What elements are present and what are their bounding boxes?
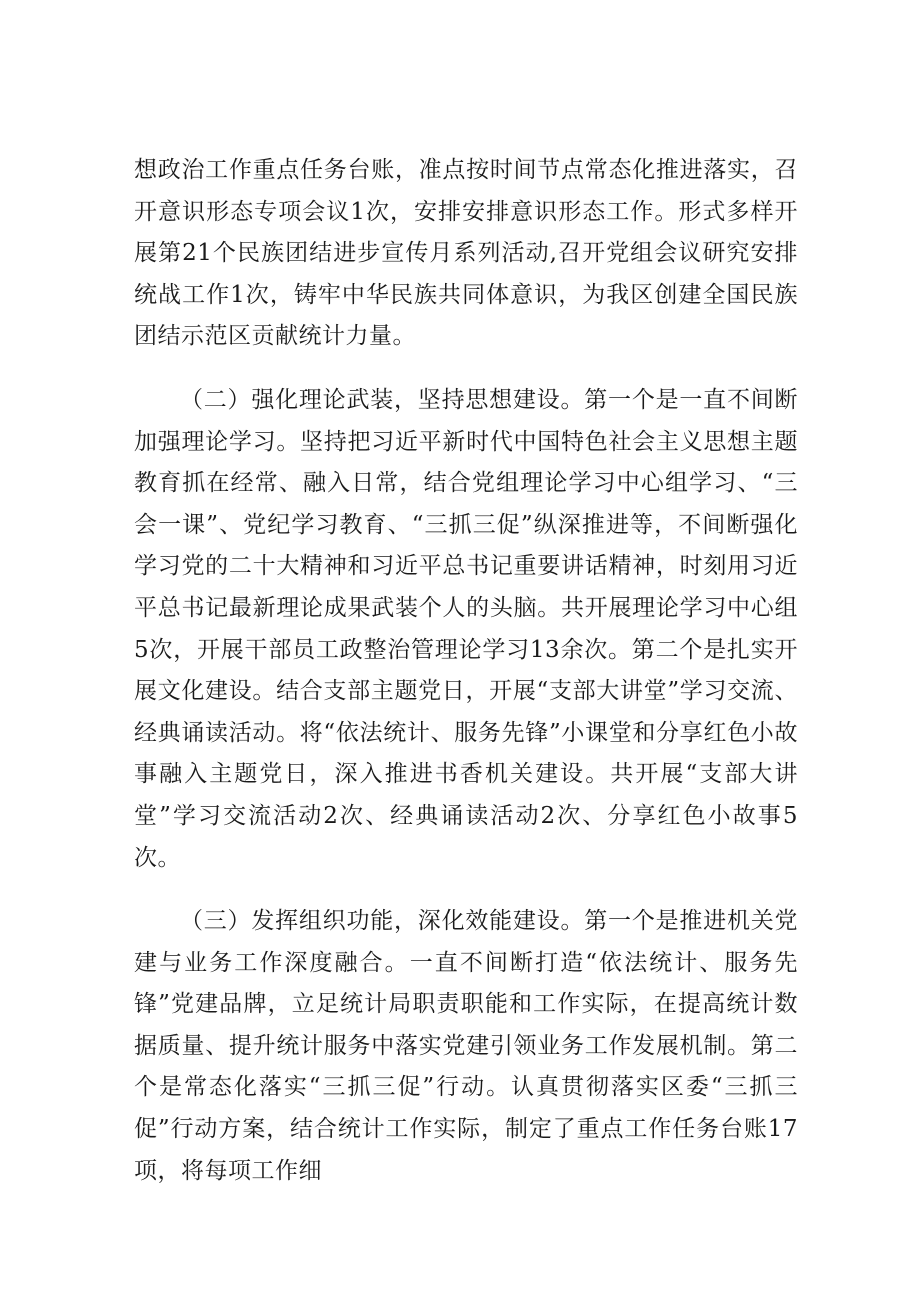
paragraph-section-3: （三）发挥组织功能，深化效能建设。第一个是推进机关党建与业务工作深度融合。一直不间断打造“依法统计、服务先锋”党建品牌，立足统计局职责职能和工作实际，在提高统计数据质量、提升统计服务中落实党建引领业务工作发展机制。第二个是常态化落实“三抓三促”行动。认真贯彻落实区委“三抓三促”行动方案，结合统计工作实际，制定了重点工作任务台账17项，将每项工作细 xyxy=(134,908,798,1184)
paragraph-section-2: （二）强化理论武装，坚持思想建设。第一个是一直不间断加强理论学习。坚持把习近平新时代中国特色社会主义思想主题教育抓在经常、融入日常，结合党组理论学习中心组学习、“三会一课”、党纪学习教育、“三抓三促”纵深推进等，不间断强化学习党的二十大精神和习近平总书记重要讲话精神，时刻用习近平总书记最新理论成果武装个人的头脑。共开展理论学习中心组5次，开展干部员工政整治管理论学习13余次。第二个是扎实开展文化建设。结合支部主题党日，开展“支部大讲堂”学习交流、经典诵读活动。将“依法统计、服务先锋”小课堂和分享红色小故事融入主题党日，深入推进书香机关建设。共开展“支部大讲堂”学习交流活动2次、经典诵读活动2次、分享红色小故事5次。 xyxy=(134,386,798,871)
document-body xyxy=(134,150,798,1192)
paragraph-continuation: 想政治工作重点任务台账，准点按时间节点常态化推进落实，召开意识形态专项会议1次，安排安排意识形态工作。形式多样开展第21个民族团结进步宣传月系列活动,召开党组会议研究安排统战工作1次，铸牢中华民族共同体意识，为我区创建全国民族团结示范区贡献统计力量。 xyxy=(134,157,798,350)
